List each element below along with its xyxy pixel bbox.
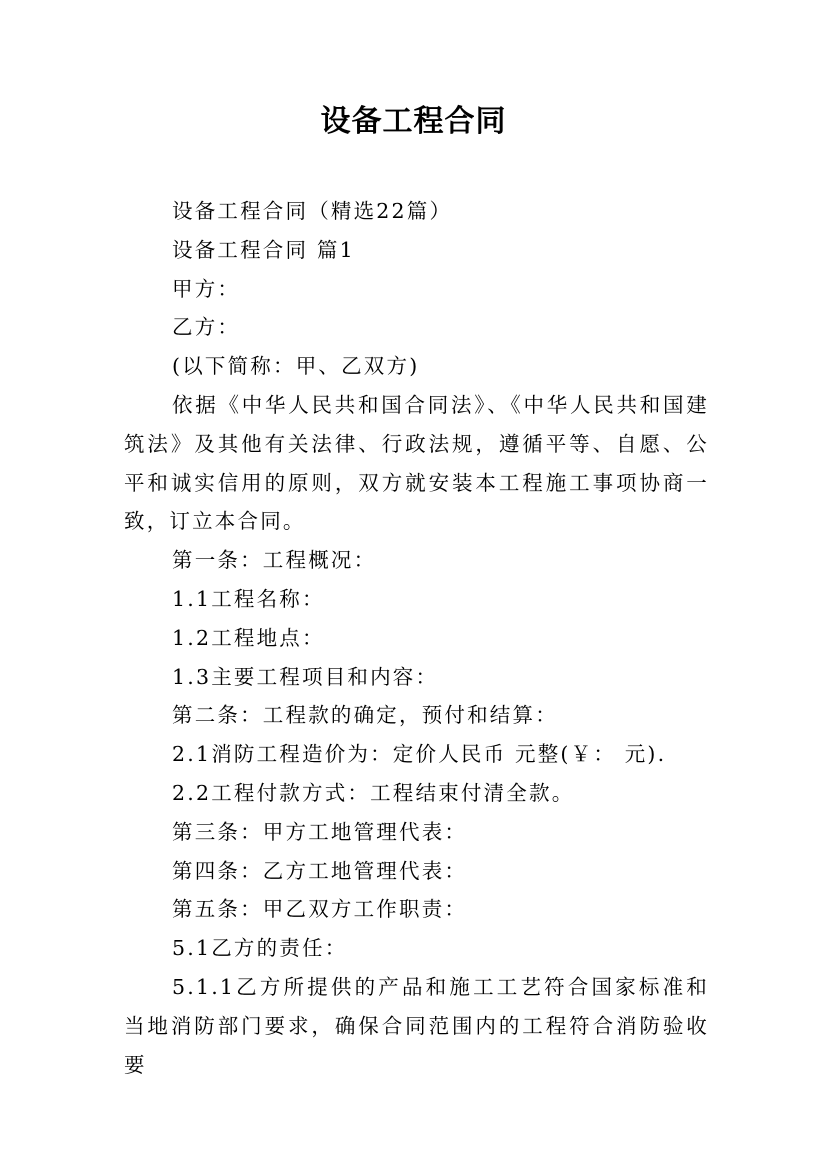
paragraph: 设备工程合同（精选22篇） <box>172 199 453 223</box>
paragraph: (以下简称：甲、乙双方) <box>172 354 420 379</box>
paragraph: 第四条：乙方工地管理代表： <box>172 858 468 883</box>
paragraph: 2.2工程付款方式：工程结束付清全款。 <box>172 780 575 805</box>
paragraph: 第五条：甲乙双方工作职责： <box>172 897 468 922</box>
paragraph: 1.1工程名称： <box>172 586 325 611</box>
paragraph: 1.2工程地点： <box>172 625 325 650</box>
paragraph: 第一条：工程概况： <box>172 548 377 573</box>
paragraph: 2.1消防工程造价为：定价人民币 元整(￥： 元). <box>172 742 667 767</box>
document-body <box>124 192 709 1084</box>
paragraph: 5.1乙方的责任： <box>172 936 348 961</box>
paragraph: 5.1.1乙方所提供的产品和施工工艺符合国家标准和当地消防部门要求，确保合同范围内的工程符合消防验收要 <box>124 974 709 1077</box>
document-title: 设备工程合同 <box>320 104 507 139</box>
paragraph: 第三条：甲方工地管理代表： <box>172 819 468 844</box>
paragraph: 依据《中华人民共和国合同法》、《中华人民共和国建筑法》及其他有关法律、行政法规，遵循平等、自愿、公平和诚实信用的原则，双方就安装本工程施工事项协商一致，订立本合同。 <box>124 392 709 534</box>
paragraph: 设备工程合同 篇1 <box>172 237 355 262</box>
paragraph: 甲方： <box>172 276 241 301</box>
paragraph: 1.3主要工程项目和内容： <box>172 664 439 689</box>
paragraph: 第二条：工程款的确定，预付和结算： <box>172 703 558 728</box>
paragraph: 乙方： <box>172 315 241 340</box>
